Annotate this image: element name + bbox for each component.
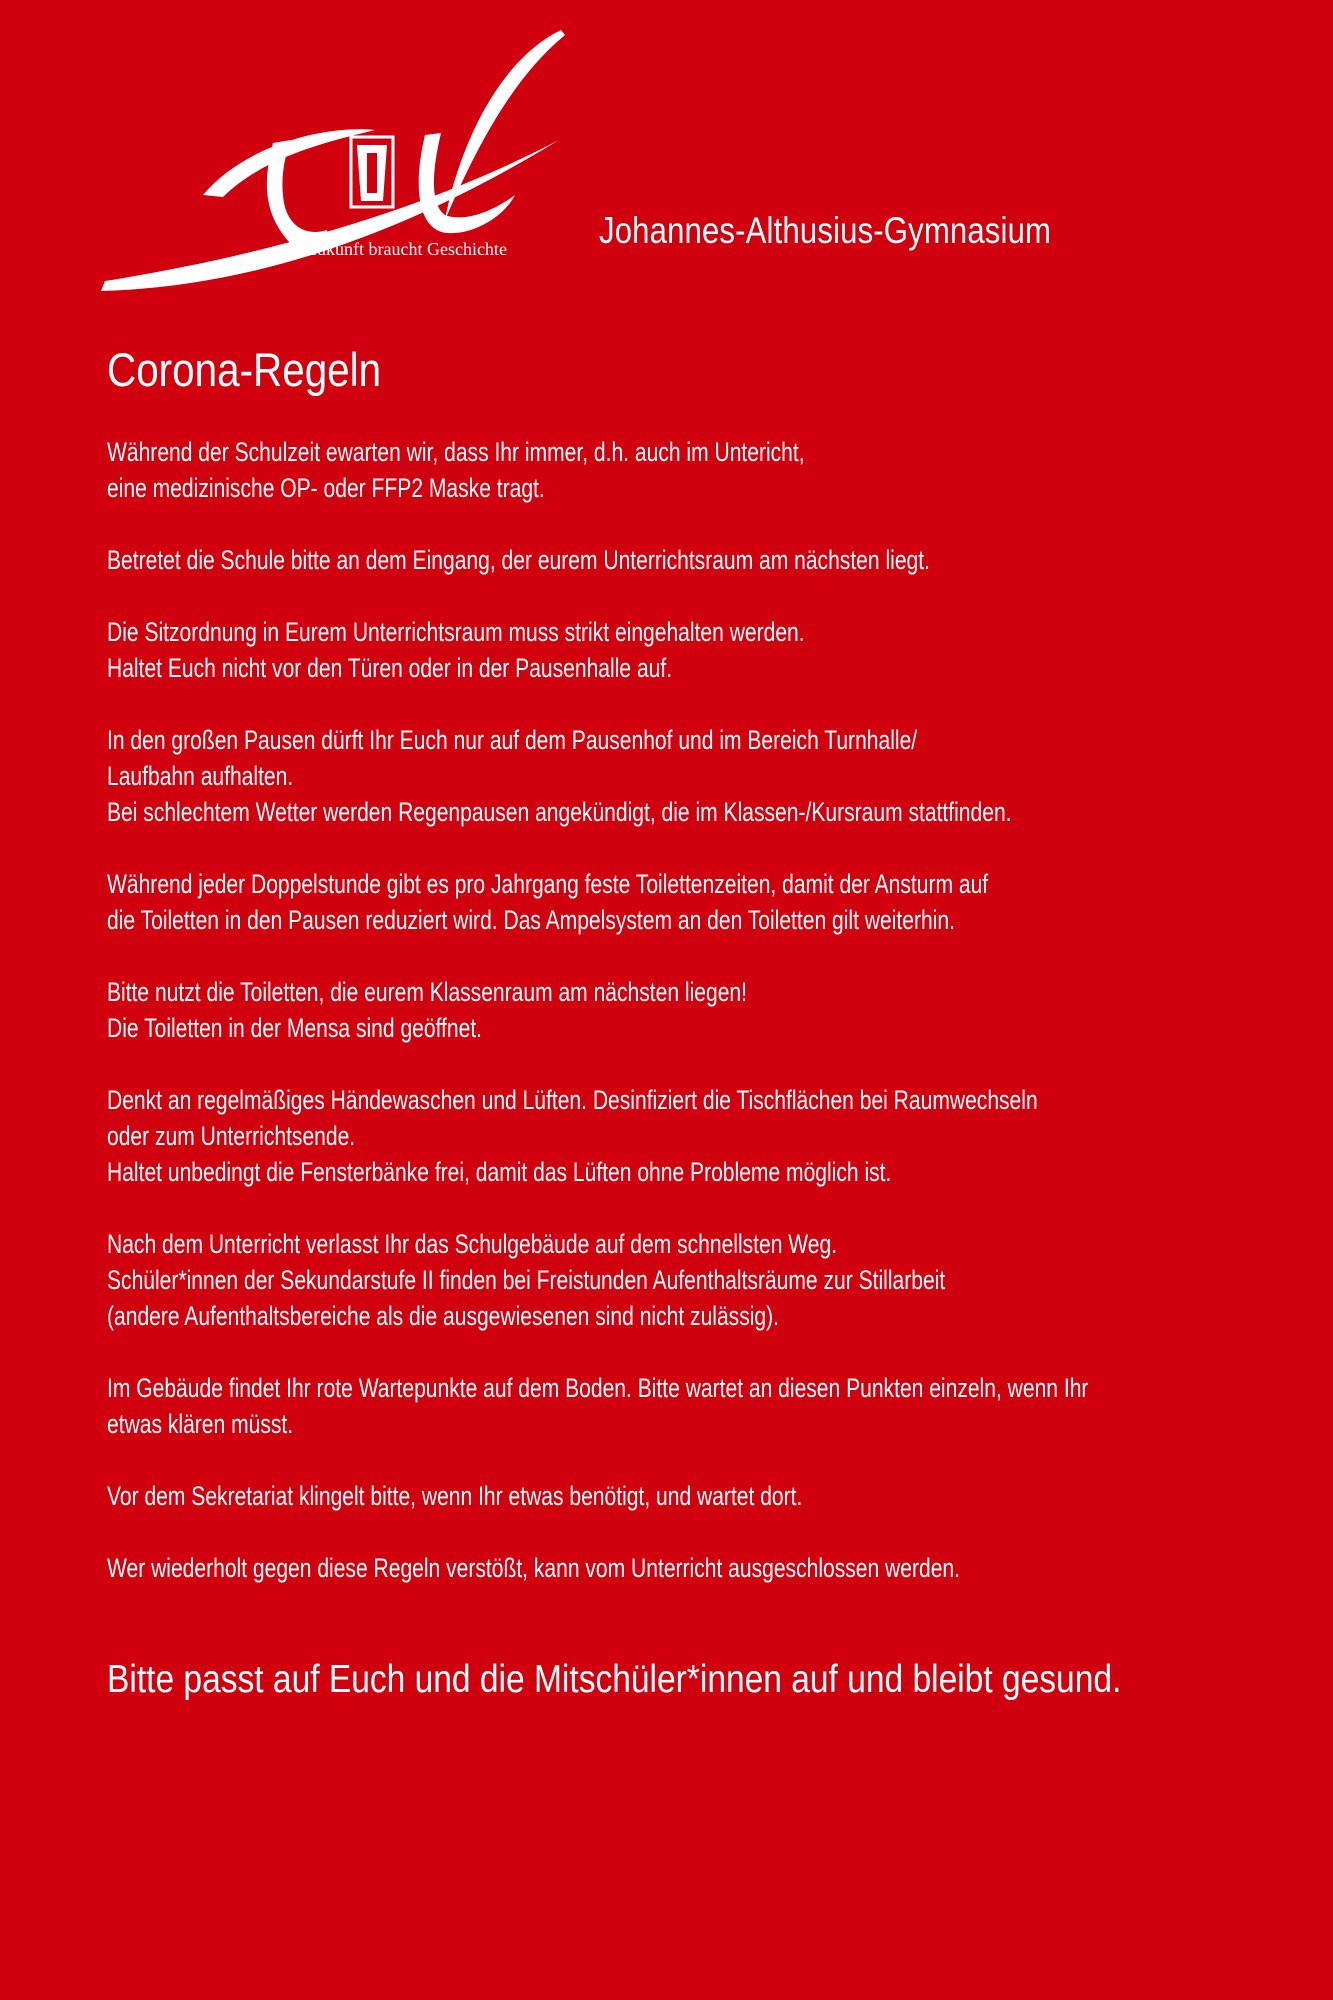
school-name: Johannes-Althusius-Gymnasium bbox=[599, 210, 1052, 251]
rule-paragraph bbox=[107, 1550, 1230, 1586]
rule-line: die Toiletten in den Pausen reduziert wird. Das Ampelsystem an den Toiletten gilt weiterhin. bbox=[107, 905, 955, 935]
rule-paragraph bbox=[107, 1226, 1230, 1334]
rule-line: Haltet unbedingt die Fensterbänke frei, damit das Lüften ohne Probleme möglich ist. bbox=[107, 1157, 892, 1187]
rule-line: Die Toiletten in der Mensa sind geöffnet. bbox=[107, 1013, 483, 1043]
rule-paragraph bbox=[107, 722, 1230, 830]
rule-line: Im Gebäude findet Ihr rote Wartepunkte auf dem Boden. Bitte wartet an diesen Punkten einzeln, wenn Ihr bbox=[107, 1373, 1089, 1403]
rule-line: Vor dem Sekretariat klingelt bitte, wenn Ihr etwas benötigt, und wartet dort. bbox=[107, 1481, 803, 1511]
rule-line: Laufbahn aufhalten. bbox=[107, 761, 294, 791]
closing-message: Bitte passt auf Euch und die Mitschüler*innen auf und bleibt gesund. bbox=[107, 1658, 1122, 1701]
rule-line: Haltet Euch nicht vor den Türen oder in der Pausenhalle auf. bbox=[107, 653, 673, 683]
rule-paragraph bbox=[107, 1370, 1230, 1442]
rule-paragraph bbox=[107, 866, 1230, 938]
page-title: Corona-Regeln bbox=[107, 343, 382, 396]
rule-line: Nach dem Unterricht verlasst Ihr das Schulgebäude auf dem schnellsten Weg. bbox=[107, 1229, 838, 1259]
rule-line: Schüler*innen der Sekundarstufe II finden bei Freistunden Aufenthaltsräume zur Stillarbeit bbox=[107, 1265, 946, 1295]
rule-paragraph bbox=[107, 974, 1230, 1046]
rule-line: Denkt an regelmäßiges Händewaschen und Lüften. Desinfiziert die Tischflächen bei Raumwechseln bbox=[107, 1085, 1038, 1115]
rule-line: Während jeder Doppelstunde gibt es pro Jahrgang feste Toilettenzeiten, damit der Ansturm auf bbox=[107, 869, 989, 899]
rule-line: In den großen Pausen dürft Ihr Euch nur auf dem Pausenhof und im Bereich Turnhalle/ bbox=[107, 725, 918, 755]
rule-line: eine medizinische OP- oder FFP2 Maske tragt. bbox=[107, 473, 545, 503]
rule-line: Die Sitzordnung in Eurem Unterrichtsraum muss strikt eingehalten werden. bbox=[107, 617, 805, 647]
rule-paragraph bbox=[107, 1082, 1230, 1190]
rule-paragraph bbox=[107, 434, 1230, 506]
rule-line: Wer wiederholt gegen diese Regeln verstößt, kann vom Unterricht ausgeschlossen werden. bbox=[107, 1553, 960, 1583]
rule-line: Während der Schulzeit ewarten wir, dass Ihr immer, d.h. auch im Untericht, bbox=[107, 437, 805, 467]
logo-motto: Zukunft braucht Geschichte bbox=[306, 239, 507, 259]
rule-line: Bitte nutzt die Toiletten, die eurem Klassenraum am nächsten liegen! bbox=[107, 977, 747, 1007]
rules-list bbox=[107, 434, 1230, 1622]
rule-paragraph bbox=[107, 542, 1230, 578]
rule-line: etwas klären müsst. bbox=[107, 1409, 294, 1439]
rule-paragraph bbox=[107, 614, 1230, 686]
rule-line: Betretet die Schule bitte an dem Eingang, der eurem Unterrichtsraum am nächsten liegt. bbox=[107, 545, 930, 575]
rule-line: Bei schlechtem Wetter werden Regenpausen angekündigt, die im Klassen-/Kursraum stattfinden. bbox=[107, 797, 1012, 827]
rule-line: oder zum Unterrichtsende. bbox=[107, 1121, 356, 1151]
rule-line: (andere Aufenthaltsbereiche als die ausgewiesenen sind nicht zulässig). bbox=[107, 1301, 780, 1331]
rule-paragraph bbox=[107, 1478, 1230, 1514]
